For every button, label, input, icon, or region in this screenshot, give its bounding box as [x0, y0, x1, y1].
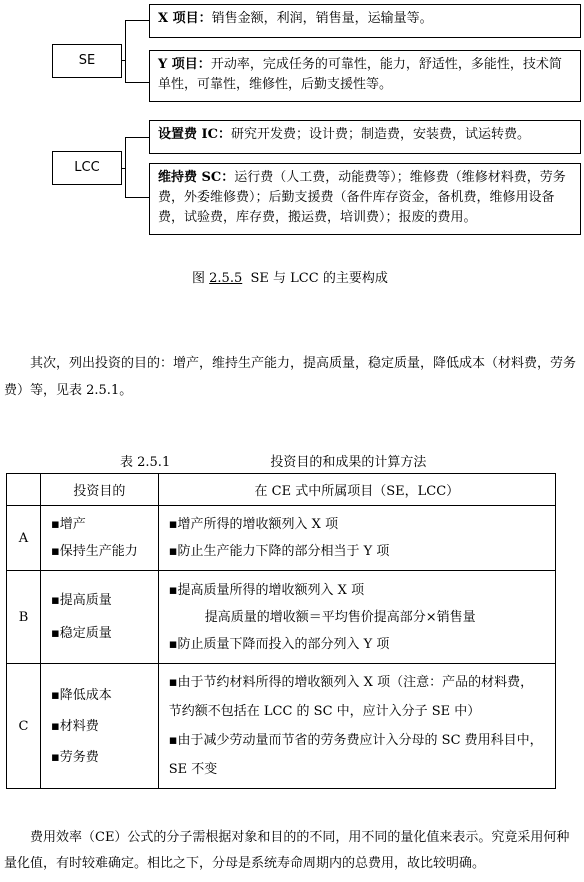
caption-prefix: 图: [192, 271, 206, 286]
lcc-connector-ic: [125, 137, 149, 138]
table-title-number: 表 2.5.1: [120, 455, 171, 470]
caption-number: 2.5.5: [209, 271, 243, 286]
sc-item-text: 运行费（人工费，动能费等）；维修费（维修材料费，劳务费，外委维修费）；后勤支援费（备件库存资金，备机费，维修用设备费，试验费，库存费，搬运费，培训费）；报废的费用。: [158, 170, 566, 225]
x-item-head: X 项目：: [158, 11, 212, 26]
row-key: A: [7, 506, 41, 571]
se-label: SE: [78, 53, 96, 68]
lcc-label: LCC: [74, 160, 100, 175]
ic-item-head: 设置费 IC：: [158, 127, 231, 142]
table-title: [120, 451, 560, 470]
ic-item-text: 研究开发费；设计费；制造费，安装费，试运转费。: [230, 127, 530, 142]
header-item: 在 CE 式中所属项目（SE，LCC）: [158, 474, 555, 506]
figure-caption: [192, 267, 388, 286]
row-items: ▪增产所得的增收额列入 X 项 ▪防止生产能力下降的部分相当于 Y 项: [158, 506, 555, 571]
table-row: [7, 506, 556, 571]
paragraph-1: 其次，列出投资的目的：增产，维持生产能力，提高质量，稳定质量，降低成本（材料费，劳务费）等，见表 2.5.1。: [4, 356, 577, 398]
lcc-connector-sc: [125, 197, 149, 198]
row-key: B: [7, 571, 41, 664]
se-connector-x: [125, 20, 149, 21]
x-item-box: [149, 4, 581, 38]
row-purposes: ▪增产 ▪保持生产能力: [40, 506, 158, 571]
y-item-box: [149, 50, 581, 102]
se-connector-y: [125, 82, 149, 83]
table-row: [7, 664, 556, 789]
investment-table: [6, 473, 556, 789]
se-box: [52, 44, 122, 78]
ic-item-box: [149, 120, 581, 154]
x-item-text: 销售金额，利润，销售量，运输量等。: [211, 11, 433, 26]
row-purposes: ▪降低成本 ▪材料费 ▪劳务费: [40, 664, 158, 789]
sc-item-head: 维持费 SC：: [158, 170, 235, 185]
header-purpose: 投资目的: [40, 474, 158, 506]
lcc-box: [52, 151, 122, 185]
se-connector-v: [125, 20, 126, 83]
caption-text: SE 与 LCC 的主要构成: [250, 271, 388, 286]
y-item-head: Y 项目：: [158, 57, 211, 72]
paragraph-2: 费用效率（CE）公式的分子需根据对象和目的的不同，用不同的量化值来表示。究竟采用何种量化值，有时较难确定。相比之下，分母是系统寿命周期内的总费用，故比较明确。: [4, 830, 570, 871]
lcc-connector-v: [125, 137, 126, 198]
row-items: ▪提高质量所得的增收额列入 X 项 提高质量的增收额＝平均售价提高部分×销售量 ▪防止质量下降而投入的部分列入 Y 项: [158, 571, 555, 664]
header-key: [7, 474, 41, 506]
row-key: C: [7, 664, 41, 789]
table-title-text: 投资目的和成果的计算方法: [270, 455, 427, 470]
table-row: [7, 571, 556, 664]
table-header-row: [7, 474, 556, 506]
y-item-text: 开动率，完成任务的可靠性，能力，舒适性，多能性，技术简单性，可靠性，维修性，后勤支援性等。: [158, 57, 562, 92]
row-items: ▪由于节约材料所得的增收额列入 X 项（注意：产品的材料费，节约额不包括在 LCC 的 SC 中，应计入分子 SE 中） ▪由于减少劳动量而节省的劳务费应计入分母的 SC 费用科目中，SE 不变: [158, 664, 555, 789]
row-purposes: ▪提高质量 ▪稳定质量: [40, 571, 158, 664]
sc-item-box: [149, 163, 581, 235]
